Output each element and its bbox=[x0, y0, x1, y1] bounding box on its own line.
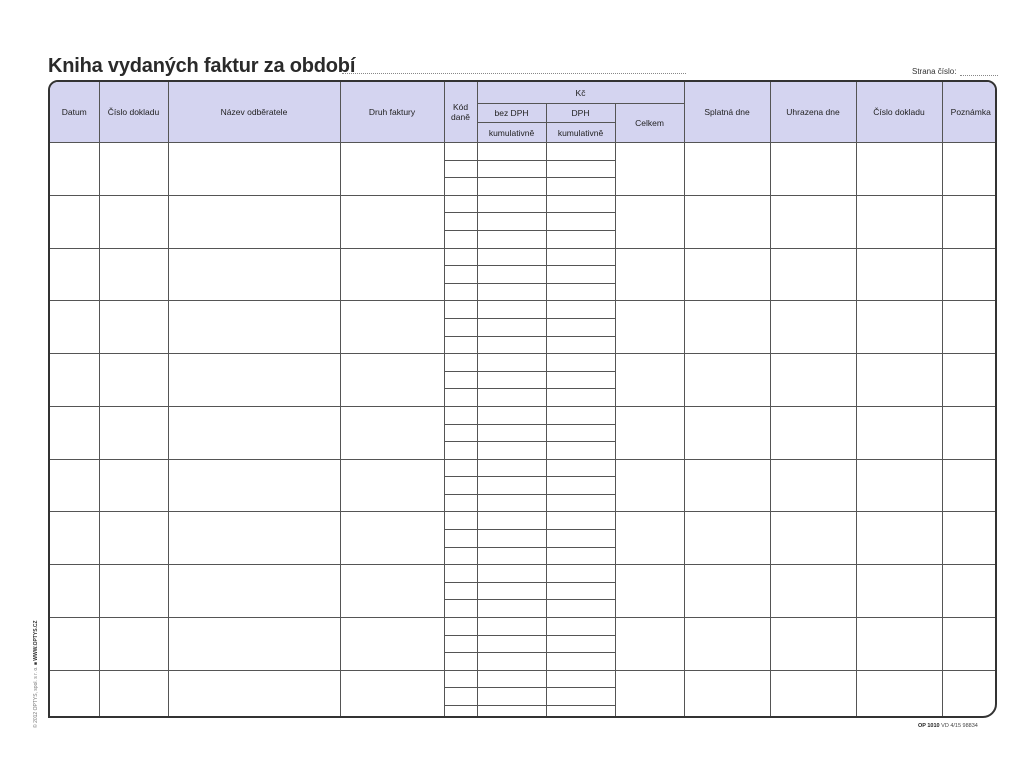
cell-kod-dane[interactable] bbox=[444, 688, 477, 706]
cell-bez-dph[interactable] bbox=[477, 143, 546, 161]
table-row bbox=[50, 143, 997, 161]
cell-kod-dane[interactable] bbox=[444, 178, 477, 196]
cell-cislo-dokladu[interactable] bbox=[99, 618, 168, 671]
cell-uhrazena-dne[interactable] bbox=[770, 618, 856, 671]
cell-druh-faktury[interactable] bbox=[340, 143, 444, 196]
header-kumulativne-2: kumulativně bbox=[546, 123, 615, 143]
cell-cislo-dokladu-2[interactable] bbox=[856, 459, 942, 512]
cell-datum[interactable] bbox=[50, 565, 99, 618]
cell-poznamka[interactable] bbox=[942, 248, 997, 301]
cell-bez-dph[interactable] bbox=[477, 494, 546, 512]
cell-bez-dph[interactable] bbox=[477, 195, 546, 213]
cell-dph[interactable] bbox=[546, 195, 615, 213]
cell-dph[interactable] bbox=[546, 301, 615, 319]
cell-nazev-odberatele[interactable] bbox=[168, 354, 340, 407]
cell-kod-dane[interactable] bbox=[444, 653, 477, 671]
title-fill-line[interactable] bbox=[342, 73, 686, 74]
header-druh-faktury: Druh faktury bbox=[340, 82, 444, 143]
cell-uhrazena-dne[interactable] bbox=[770, 195, 856, 248]
cell-poznamka[interactable] bbox=[942, 195, 997, 248]
cell-nazev-odberatele[interactable] bbox=[168, 512, 340, 565]
cell-celkem[interactable] bbox=[615, 670, 684, 718]
table-row bbox=[50, 195, 997, 213]
cell-bez-dph[interactable] bbox=[477, 336, 546, 354]
cell-kod-dane[interactable] bbox=[444, 283, 477, 301]
cell-bez-dph[interactable] bbox=[477, 160, 546, 178]
cell-dph[interactable] bbox=[546, 230, 615, 248]
cell-cislo-dokladu-2[interactable] bbox=[856, 354, 942, 407]
cell-celkem[interactable] bbox=[615, 354, 684, 407]
cell-celkem[interactable] bbox=[615, 459, 684, 512]
cell-druh-faktury[interactable] bbox=[340, 406, 444, 459]
cell-kod-dane[interactable] bbox=[444, 477, 477, 495]
cell-dph[interactable] bbox=[546, 318, 615, 336]
cell-druh-faktury[interactable] bbox=[340, 512, 444, 565]
cell-druh-faktury[interactable] bbox=[340, 670, 444, 718]
cell-cislo-dokladu-2[interactable] bbox=[856, 301, 942, 354]
cell-nazev-odberatele[interactable] bbox=[168, 565, 340, 618]
header-kumulativne-1: kumulativně bbox=[477, 123, 546, 143]
cell-nazev-odberatele[interactable] bbox=[168, 143, 340, 196]
cell-cislo-dokladu[interactable] bbox=[99, 670, 168, 718]
cell-dph[interactable] bbox=[546, 477, 615, 495]
cell-cislo-dokladu-2[interactable] bbox=[856, 618, 942, 671]
cell-cislo-dokladu-2[interactable] bbox=[856, 565, 942, 618]
cell-bez-dph[interactable] bbox=[477, 389, 546, 407]
cell-bez-dph[interactable] bbox=[477, 459, 546, 477]
cell-druh-faktury[interactable] bbox=[340, 618, 444, 671]
cell-splatna-dne[interactable] bbox=[684, 565, 770, 618]
cell-kod-dane[interactable] bbox=[444, 213, 477, 231]
form-code-number: OP 1010 bbox=[918, 723, 940, 729]
cell-druh-faktury[interactable] bbox=[340, 565, 444, 618]
cell-dph[interactable] bbox=[546, 266, 615, 284]
cell-splatna-dne[interactable] bbox=[684, 406, 770, 459]
page-number-label: Strana číslo: bbox=[912, 67, 957, 76]
header-dph: DPH bbox=[546, 104, 615, 123]
header-bez-dph: bez DPH bbox=[477, 104, 546, 123]
cell-cislo-dokladu[interactable] bbox=[99, 512, 168, 565]
cell-cislo-dokladu-2[interactable] bbox=[856, 143, 942, 196]
cell-kod-dane[interactable] bbox=[444, 406, 477, 424]
cell-cislo-dokladu[interactable] bbox=[99, 143, 168, 196]
cell-nazev-odberatele[interactable] bbox=[168, 406, 340, 459]
header-kod-dane: Kód daně bbox=[444, 82, 477, 143]
table-row bbox=[50, 459, 997, 477]
cell-bez-dph[interactable] bbox=[477, 670, 546, 688]
cell-kod-dane[interactable] bbox=[444, 336, 477, 354]
page-number-fill-line[interactable] bbox=[960, 75, 998, 76]
header-celkem: Celkem bbox=[615, 104, 684, 143]
cell-datum[interactable] bbox=[50, 618, 99, 671]
cell-bez-dph[interactable] bbox=[477, 371, 546, 389]
cell-bez-dph[interactable] bbox=[477, 582, 546, 600]
cell-bez-dph[interactable] bbox=[477, 301, 546, 319]
cell-nazev-odberatele[interactable] bbox=[168, 248, 340, 301]
cell-datum[interactable] bbox=[50, 143, 99, 196]
cell-bez-dph[interactable] bbox=[477, 442, 546, 460]
cell-dph[interactable] bbox=[546, 565, 615, 583]
cell-celkem[interactable] bbox=[615, 565, 684, 618]
cell-kod-dane[interactable] bbox=[444, 160, 477, 178]
cell-poznamka[interactable] bbox=[942, 406, 997, 459]
cell-poznamka[interactable] bbox=[942, 354, 997, 407]
cell-cislo-dokladu[interactable] bbox=[99, 301, 168, 354]
header-nazev-odberatele: Název odběratele bbox=[168, 82, 340, 143]
cell-uhrazena-dne[interactable] bbox=[770, 354, 856, 407]
cell-poznamka[interactable] bbox=[942, 565, 997, 618]
cell-dph[interactable] bbox=[546, 442, 615, 460]
header-kc: Kč bbox=[477, 82, 684, 104]
cell-uhrazena-dne[interactable] bbox=[770, 565, 856, 618]
cell-splatna-dne[interactable] bbox=[684, 248, 770, 301]
cell-splatna-dne[interactable] bbox=[684, 301, 770, 354]
header-cislo-dokladu-2: Číslo dokladu bbox=[856, 82, 942, 143]
cell-celkem[interactable] bbox=[615, 618, 684, 671]
cell-kod-dane[interactable] bbox=[444, 354, 477, 372]
cell-datum[interactable] bbox=[50, 195, 99, 248]
cell-druh-faktury[interactable] bbox=[340, 195, 444, 248]
cell-dph[interactable] bbox=[546, 618, 615, 636]
cell-splatna-dne[interactable] bbox=[684, 512, 770, 565]
cell-cislo-dokladu[interactable] bbox=[99, 248, 168, 301]
cell-kod-dane[interactable] bbox=[444, 547, 477, 565]
cell-poznamka[interactable] bbox=[942, 301, 997, 354]
cell-kod-dane[interactable] bbox=[444, 301, 477, 319]
header-datum: Datum bbox=[50, 82, 99, 143]
cell-dph[interactable] bbox=[546, 547, 615, 565]
cell-druh-faktury[interactable] bbox=[340, 354, 444, 407]
cell-bez-dph[interactable] bbox=[477, 547, 546, 565]
cell-dph[interactable] bbox=[546, 283, 615, 301]
cell-cislo-dokladu[interactable] bbox=[99, 354, 168, 407]
table-row bbox=[50, 565, 997, 583]
cell-nazev-odberatele[interactable] bbox=[168, 618, 340, 671]
header-cislo-dokladu: Číslo dokladu bbox=[99, 82, 168, 143]
form-code bbox=[918, 723, 978, 729]
cell-bez-dph[interactable] bbox=[477, 354, 546, 372]
cell-celkem[interactable] bbox=[615, 195, 684, 248]
cell-dph[interactable] bbox=[546, 670, 615, 688]
side-imprint: © 2012 OPTYS, spol. s r. o. ■ WWW.OPTYS.CZ bbox=[33, 620, 39, 728]
cell-kod-dane[interactable] bbox=[444, 459, 477, 477]
cell-bez-dph[interactable] bbox=[477, 213, 546, 231]
cell-bez-dph[interactable] bbox=[477, 688, 546, 706]
cell-kod-dane[interactable] bbox=[444, 600, 477, 618]
cell-uhrazena-dne[interactable] bbox=[770, 459, 856, 512]
cell-dph[interactable] bbox=[546, 688, 615, 706]
cell-kod-dane[interactable] bbox=[444, 565, 477, 583]
cell-poznamka[interactable] bbox=[942, 670, 997, 718]
cell-dph[interactable] bbox=[546, 178, 615, 196]
cell-bez-dph[interactable] bbox=[477, 512, 546, 530]
cell-bez-dph[interactable] bbox=[477, 266, 546, 284]
cell-cislo-dokladu-2[interactable] bbox=[856, 406, 942, 459]
form-title: Kniha vydaných faktur za období bbox=[48, 55, 356, 77]
cell-poznamka[interactable] bbox=[942, 512, 997, 565]
cell-dph[interactable] bbox=[546, 160, 615, 178]
cell-datum[interactable] bbox=[50, 670, 99, 718]
cell-cislo-dokladu[interactable] bbox=[99, 195, 168, 248]
cell-splatna-dne[interactable] bbox=[684, 618, 770, 671]
cell-poznamka[interactable] bbox=[942, 618, 997, 671]
cell-datum[interactable] bbox=[50, 301, 99, 354]
cell-splatna-dne[interactable] bbox=[684, 459, 770, 512]
cell-dph[interactable] bbox=[546, 143, 615, 161]
cell-kod-dane[interactable] bbox=[444, 635, 477, 653]
cell-dph[interactable] bbox=[546, 635, 615, 653]
cell-bez-dph[interactable] bbox=[477, 530, 546, 548]
header-splatna-dne: Splatná dne bbox=[684, 82, 770, 143]
cell-datum[interactable] bbox=[50, 512, 99, 565]
cell-cislo-dokladu[interactable] bbox=[99, 459, 168, 512]
cell-cislo-dokladu-2[interactable] bbox=[856, 195, 942, 248]
cell-dph[interactable] bbox=[546, 424, 615, 442]
header-uhrazena-dne: Uhrazena dne bbox=[770, 82, 856, 143]
cell-bez-dph[interactable] bbox=[477, 706, 546, 719]
cell-celkem[interactable] bbox=[615, 406, 684, 459]
cell-bez-dph[interactable] bbox=[477, 565, 546, 583]
cell-dph[interactable] bbox=[546, 582, 615, 600]
cell-bez-dph[interactable] bbox=[477, 600, 546, 618]
cell-uhrazena-dne[interactable] bbox=[770, 512, 856, 565]
cell-splatna-dne[interactable] bbox=[684, 354, 770, 407]
cell-kod-dane[interactable] bbox=[444, 618, 477, 636]
cell-kod-dane[interactable] bbox=[444, 318, 477, 336]
cell-druh-faktury[interactable] bbox=[340, 301, 444, 354]
cell-kod-dane[interactable] bbox=[444, 442, 477, 460]
cell-kod-dane[interactable] bbox=[444, 530, 477, 548]
cell-bez-dph[interactable] bbox=[477, 406, 546, 424]
side-copyright: © 2012 OPTYS, spol. s r. o. bbox=[33, 666, 39, 728]
table-row bbox=[50, 670, 997, 688]
cell-nazev-odberatele[interactable] bbox=[168, 301, 340, 354]
cell-bez-dph[interactable] bbox=[477, 248, 546, 266]
table-row bbox=[50, 512, 997, 530]
cell-bez-dph[interactable] bbox=[477, 477, 546, 495]
cell-druh-faktury[interactable] bbox=[340, 459, 444, 512]
cell-splatna-dne[interactable] bbox=[684, 143, 770, 196]
cell-kod-dane[interactable] bbox=[444, 424, 477, 442]
cell-cislo-dokladu-2[interactable] bbox=[856, 248, 942, 301]
cell-celkem[interactable] bbox=[615, 143, 684, 196]
cell-kod-dane[interactable] bbox=[444, 494, 477, 512]
cell-dph[interactable] bbox=[546, 371, 615, 389]
cell-dph[interactable] bbox=[546, 653, 615, 671]
cell-uhrazena-dne[interactable] bbox=[770, 670, 856, 718]
cell-bez-dph[interactable] bbox=[477, 635, 546, 653]
table-row bbox=[50, 618, 997, 636]
cell-bez-dph[interactable] bbox=[477, 178, 546, 196]
cell-uhrazena-dne[interactable] bbox=[770, 248, 856, 301]
cell-dph[interactable] bbox=[546, 389, 615, 407]
cell-dph[interactable] bbox=[546, 336, 615, 354]
cell-kod-dane[interactable] bbox=[444, 230, 477, 248]
cell-splatna-dne[interactable] bbox=[684, 195, 770, 248]
cell-dph[interactable] bbox=[546, 600, 615, 618]
cell-bez-dph[interactable] bbox=[477, 618, 546, 636]
cell-bez-dph[interactable] bbox=[477, 230, 546, 248]
cell-cislo-dokladu-2[interactable] bbox=[856, 512, 942, 565]
cell-kod-dane[interactable] bbox=[444, 266, 477, 284]
cell-kod-dane[interactable] bbox=[444, 512, 477, 530]
cell-poznamka[interactable] bbox=[942, 143, 997, 196]
header-poznamka: Poznámka bbox=[942, 82, 997, 143]
cell-dph[interactable] bbox=[546, 459, 615, 477]
cell-kod-dane[interactable] bbox=[444, 248, 477, 266]
cell-bez-dph[interactable] bbox=[477, 283, 546, 301]
cell-kod-dane[interactable] bbox=[444, 582, 477, 600]
cell-cislo-dokladu-2[interactable] bbox=[856, 670, 942, 718]
cell-cislo-dokladu[interactable] bbox=[99, 565, 168, 618]
cell-celkem[interactable] bbox=[615, 301, 684, 354]
cell-cislo-dokladu[interactable] bbox=[99, 406, 168, 459]
cell-dph[interactable] bbox=[546, 706, 615, 719]
table-row bbox=[50, 406, 997, 424]
cell-datum[interactable] bbox=[50, 406, 99, 459]
cell-dph[interactable] bbox=[546, 494, 615, 512]
table-row bbox=[50, 248, 997, 266]
cell-nazev-odberatele[interactable] bbox=[168, 459, 340, 512]
side-website: WWW.OPTYS.CZ bbox=[33, 620, 39, 661]
cell-kod-dane[interactable] bbox=[444, 195, 477, 213]
invoice-ledger-table bbox=[48, 80, 997, 718]
cell-celkem[interactable] bbox=[615, 248, 684, 301]
cell-kod-dane[interactable] bbox=[444, 371, 477, 389]
cell-bez-dph[interactable] bbox=[477, 318, 546, 336]
cell-bez-dph[interactable] bbox=[477, 653, 546, 671]
cell-kod-dane[interactable] bbox=[444, 389, 477, 407]
cell-poznamka[interactable] bbox=[942, 459, 997, 512]
cell-splatna-dne[interactable] bbox=[684, 670, 770, 718]
cell-kod-dane[interactable] bbox=[444, 670, 477, 688]
table-row bbox=[50, 354, 997, 372]
table-body bbox=[50, 143, 997, 719]
cell-bez-dph[interactable] bbox=[477, 424, 546, 442]
cell-druh-faktury[interactable] bbox=[340, 248, 444, 301]
cell-kod-dane[interactable] bbox=[444, 706, 477, 719]
cell-uhrazena-dne[interactable] bbox=[770, 301, 856, 354]
cell-celkem[interactable] bbox=[615, 512, 684, 565]
cell-uhrazena-dne[interactable] bbox=[770, 406, 856, 459]
table-header bbox=[50, 82, 997, 143]
cell-datum[interactable] bbox=[50, 248, 99, 301]
cell-dph[interactable] bbox=[546, 406, 615, 424]
cell-dph[interactable] bbox=[546, 512, 615, 530]
form-code-version: VD 4/15 98834 bbox=[941, 723, 978, 729]
cell-dph[interactable] bbox=[546, 530, 615, 548]
cell-datum[interactable] bbox=[50, 354, 99, 407]
cell-dph[interactable] bbox=[546, 213, 615, 231]
cell-dph[interactable] bbox=[546, 354, 615, 372]
cell-dph[interactable] bbox=[546, 248, 615, 266]
cell-nazev-odberatele[interactable] bbox=[168, 195, 340, 248]
cell-uhrazena-dne[interactable] bbox=[770, 143, 856, 196]
cell-nazev-odberatele[interactable] bbox=[168, 670, 340, 718]
cell-kod-dane[interactable] bbox=[444, 143, 477, 161]
cell-datum[interactable] bbox=[50, 459, 99, 512]
table-row bbox=[50, 301, 997, 319]
